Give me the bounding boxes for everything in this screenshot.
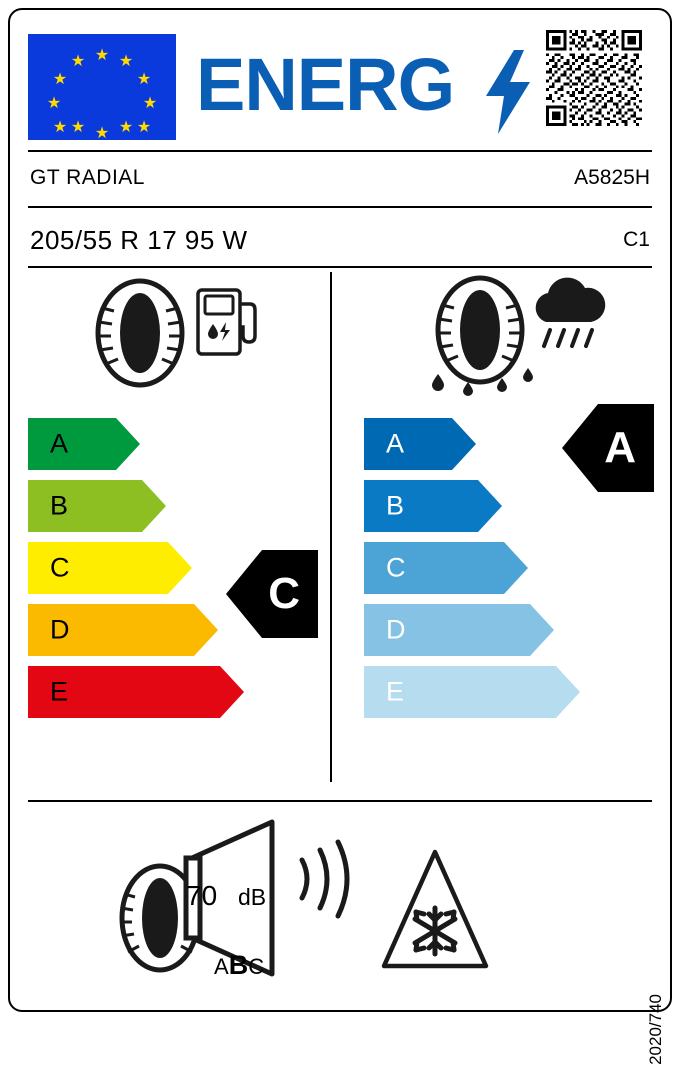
noise-value: 70 xyxy=(186,880,218,911)
divider-noise xyxy=(28,800,652,802)
grade-letter: A xyxy=(50,428,69,459)
tyre-class: C1 xyxy=(623,228,650,251)
qr-code xyxy=(546,30,642,126)
rain-cloud-icon xyxy=(524,278,610,361)
page-title: ENERG xyxy=(196,43,455,126)
grade-letter: E xyxy=(386,676,405,707)
grade-letter: D xyxy=(386,614,406,645)
noise-class-a: A xyxy=(214,954,229,979)
divider-columns xyxy=(330,272,332,782)
grade-letter: D xyxy=(50,614,70,645)
tyre-icon-fuel xyxy=(88,278,198,393)
fuel-pump-icon xyxy=(192,282,262,367)
divider-brand xyxy=(28,206,652,208)
divider-size xyxy=(28,266,652,268)
grade-letter: C xyxy=(50,552,70,583)
tyre-size: 205/55 R 17 95 W xyxy=(30,225,248,255)
grade-letter: B xyxy=(50,490,69,521)
lightning-bolt-icon xyxy=(484,50,532,134)
date-code: 2020/740 xyxy=(646,994,665,1065)
grade-letter: A xyxy=(386,428,405,459)
wet-selected-letter: A xyxy=(604,423,636,472)
fuel-selected-letter: C xyxy=(268,569,300,618)
eu-flag: ★ ★ ★ ★ ★ ★ ★ ★ ★ ★ ★ ★ xyxy=(28,34,176,140)
divider-header xyxy=(28,150,652,152)
grade-letter: C xyxy=(386,552,406,583)
sound-waves-icon xyxy=(294,836,354,927)
fuel-selected-badge xyxy=(226,550,318,638)
snowflake-mountain-icon xyxy=(378,846,492,977)
grade-bar xyxy=(364,480,502,532)
noise-unit: dB xyxy=(238,884,267,910)
noise-class-b: B xyxy=(228,950,249,980)
grade-letter: B xyxy=(386,490,405,521)
grade-letter: E xyxy=(50,676,69,707)
wet-selected-badge xyxy=(562,404,654,492)
noise-class-c: C xyxy=(248,954,265,979)
grade-bar xyxy=(28,480,166,532)
noise-class-scale xyxy=(214,950,264,981)
tyre-model: A5825H xyxy=(574,166,650,189)
tyre-brand: GT RADIAL xyxy=(30,166,145,189)
grade-bar xyxy=(28,418,140,470)
grade-bar xyxy=(364,418,476,470)
